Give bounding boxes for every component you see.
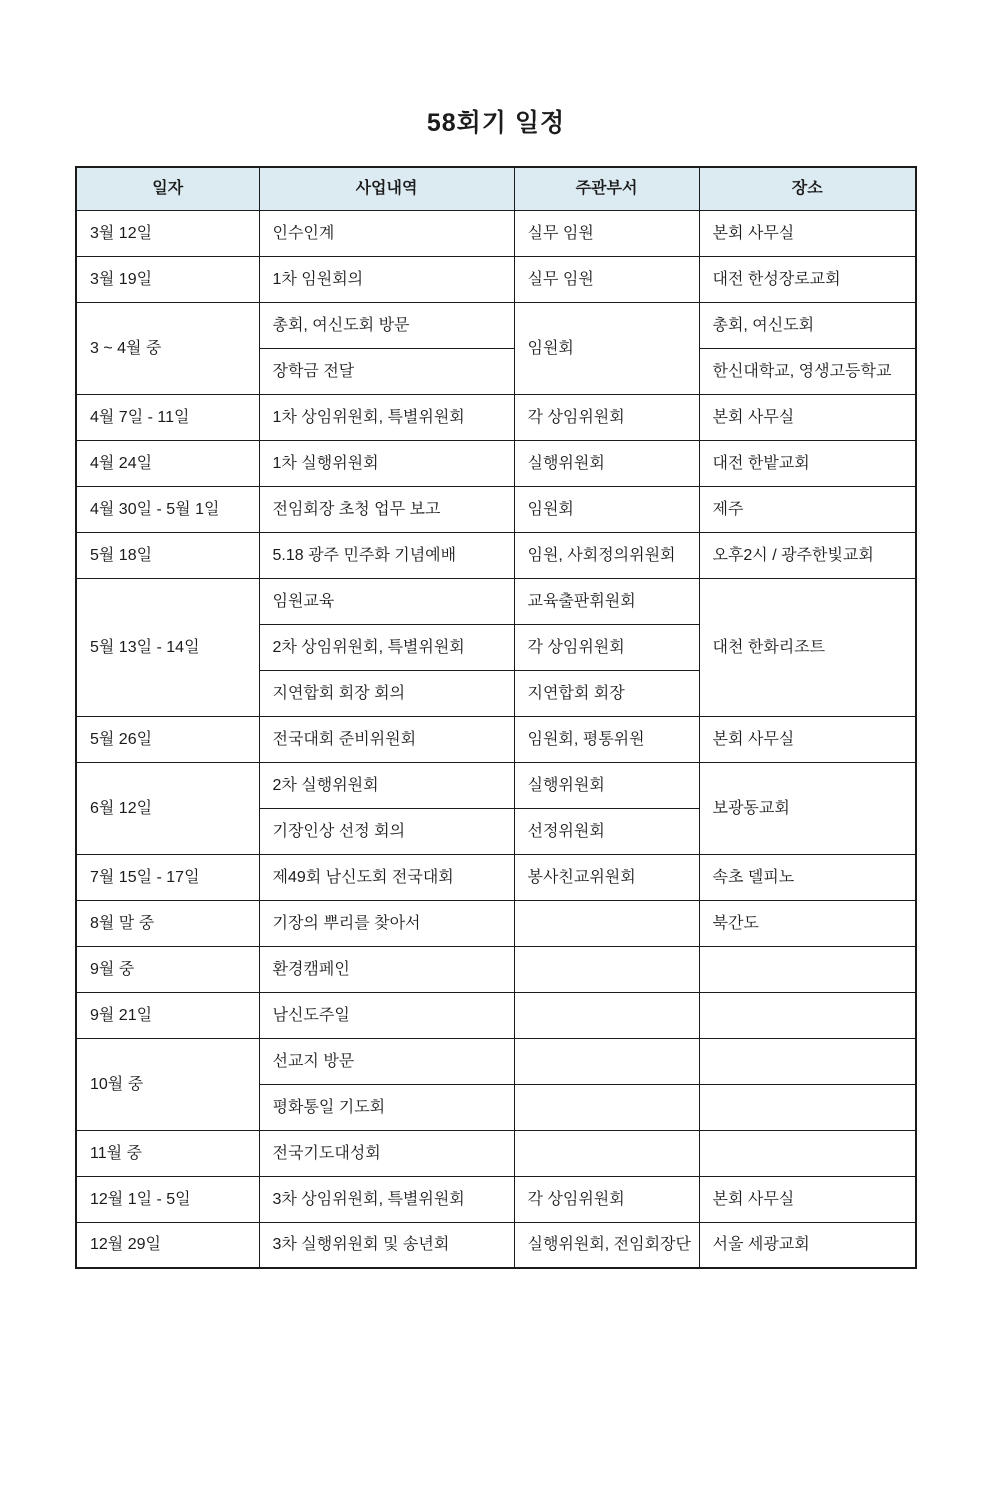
table-row	[76, 1176, 916, 1222]
table-cell	[259, 900, 514, 946]
cell-text: 기장의 뿌리를 찾아서	[272, 914, 421, 932]
table-cell	[514, 854, 699, 900]
table-cell	[699, 1222, 916, 1268]
table-cell	[514, 946, 699, 992]
cell-text: 실무 임원	[527, 270, 594, 288]
cell-text: 본회 사무실	[712, 1190, 795, 1208]
table-cell	[699, 900, 916, 946]
schedule-table	[75, 166, 917, 1269]
table-cell	[259, 946, 514, 992]
cell-text: 4월 24일	[90, 454, 153, 472]
table-cell	[514, 1038, 699, 1084]
schedule-table-body	[76, 210, 916, 1268]
table-cell	[514, 624, 699, 670]
table-cell	[514, 992, 699, 1038]
table-cell	[76, 946, 259, 992]
cell-text: 전임회장 초청 업무 보고	[272, 500, 441, 518]
table-cell	[514, 1176, 699, 1222]
table-row	[76, 1130, 916, 1176]
cell-text: 서울 세광교회	[712, 1236, 810, 1254]
table-cell	[514, 578, 699, 624]
table-cell	[76, 210, 259, 256]
cell-text: 3차 실행위원회 및 송년회	[272, 1236, 450, 1254]
cell-text: 임원, 사회정의위원회	[527, 546, 676, 564]
table-cell	[76, 716, 259, 762]
cell-text: 임원교육	[272, 592, 335, 610]
table-cell	[514, 808, 699, 854]
cell-text: 인수인계	[272, 224, 335, 242]
cell-text: 3차 상임위원회, 특별위원회	[272, 1190, 465, 1208]
cell-text: 대전 한성장로교회	[712, 270, 841, 288]
cell-text: 5월 18일	[90, 546, 153, 564]
table-cell	[699, 486, 916, 532]
table-cell	[259, 670, 514, 716]
table-cell	[514, 210, 699, 256]
cell-text: 임원회	[527, 500, 574, 518]
table-row	[76, 900, 916, 946]
cell-text: 환경캠페인	[272, 960, 350, 978]
table-row	[76, 302, 916, 348]
cell-text: 3월 19일	[90, 270, 153, 288]
table-cell	[259, 532, 514, 578]
table-cell	[699, 440, 916, 486]
table-cell	[699, 210, 916, 256]
cell-text: 선교지 방문	[272, 1052, 355, 1070]
cell-text: 평화통일 기도회	[272, 1098, 386, 1116]
table-cell	[259, 394, 514, 440]
table-cell	[76, 1038, 259, 1130]
table-row	[76, 578, 916, 624]
table-cell	[699, 532, 916, 578]
table-cell	[514, 256, 699, 302]
table-cell	[76, 992, 259, 1038]
table-row	[76, 992, 916, 1038]
table-cell	[514, 394, 699, 440]
table-row	[76, 256, 916, 302]
cell-text: 4월 7일 - 11일	[90, 408, 190, 426]
cell-text: 임원회, 평통위원	[527, 730, 645, 748]
cell-text: 본회 사무실	[712, 224, 795, 242]
cell-text: 지연합회 회장	[527, 684, 625, 702]
header-row	[76, 167, 916, 210]
table-cell	[699, 1176, 916, 1222]
table-cell	[514, 900, 699, 946]
table-cell	[699, 1084, 916, 1130]
table-cell	[259, 808, 514, 854]
table-cell	[514, 1084, 699, 1130]
cell-text: 1차 임원회의	[272, 270, 364, 288]
cell-text: 한신대학교, 영생고등학교	[712, 362, 892, 380]
table-row	[76, 1038, 916, 1084]
table-cell	[259, 1084, 514, 1130]
cell-text: 총회, 여신도회 방문	[272, 316, 410, 334]
table-cell	[76, 1130, 259, 1176]
cell-text: 10월 중	[90, 1075, 144, 1093]
table-row	[76, 394, 916, 440]
table-cell	[259, 1222, 514, 1268]
table-cell	[514, 532, 699, 578]
cell-text: 북간도	[712, 914, 759, 932]
cell-text: 기장인상 선정 회의	[272, 822, 406, 840]
table-cell	[259, 440, 514, 486]
cell-text: 3 ~ 4월 중	[90, 339, 162, 357]
table-cell	[699, 1038, 916, 1084]
table-cell	[76, 578, 259, 716]
table-cell	[514, 1222, 699, 1268]
cell-text: 임원회	[527, 339, 574, 357]
cell-text: 6월 12일	[90, 799, 153, 817]
cell-text: 본회 사무실	[712, 408, 795, 426]
table-cell	[259, 624, 514, 670]
cell-text: 보광동교회	[712, 799, 790, 817]
table-cell	[259, 486, 514, 532]
cell-text: 봉사친교위원회	[527, 868, 636, 886]
table-cell	[699, 716, 916, 762]
cell-text: 전국기도대성회	[272, 1144, 381, 1162]
table-cell	[259, 716, 514, 762]
table-cell	[259, 992, 514, 1038]
table-cell	[76, 486, 259, 532]
cell-text: 5.18 광주 민주화 기념예배	[272, 546, 457, 564]
table-row	[76, 532, 916, 578]
cell-text: 대전 한밭교회	[712, 454, 810, 472]
table-cell	[259, 854, 514, 900]
table-cell	[76, 854, 259, 900]
header-cell-activity: 사업내역	[259, 167, 514, 210]
cell-text: 2차 상임위원회, 특별위원회	[272, 638, 465, 656]
cell-text: 지연합회 회장 회의	[272, 684, 406, 702]
cell-text: 대천 한화리조트	[712, 638, 826, 656]
table-cell	[76, 256, 259, 302]
cell-text: 3월 12일	[90, 224, 153, 242]
table-cell	[76, 394, 259, 440]
table-cell	[259, 302, 514, 348]
table-row	[76, 946, 916, 992]
table-cell	[514, 716, 699, 762]
table-cell	[76, 900, 259, 946]
cell-text: 제주	[712, 500, 744, 518]
table-row	[76, 716, 916, 762]
table-cell	[259, 348, 514, 394]
cell-text: 4월 30일 - 5월 1일	[90, 500, 220, 518]
table-cell	[514, 1130, 699, 1176]
table-cell	[76, 532, 259, 578]
cell-text: 실행위원회, 전임회장단	[527, 1236, 691, 1254]
table-cell	[76, 762, 259, 854]
table-cell	[699, 302, 916, 348]
cell-text: 8월 말 중	[90, 914, 155, 932]
table-cell	[699, 762, 916, 854]
header-cell-location: 장소	[699, 167, 916, 210]
table-row	[76, 1222, 916, 1268]
table-cell	[699, 348, 916, 394]
cell-text: 실행위원회	[527, 454, 605, 472]
table-cell	[259, 1176, 514, 1222]
table-row	[76, 210, 916, 256]
table-cell	[259, 762, 514, 808]
cell-text: 1차 상임위원회, 특별위원회	[272, 408, 465, 426]
cell-text: 남신도주일	[272, 1006, 350, 1024]
cell-text: 선정위원회	[527, 822, 605, 840]
table-cell	[514, 440, 699, 486]
cell-text: 장학금 전달	[272, 362, 355, 380]
table-cell	[514, 670, 699, 716]
table-cell	[259, 256, 514, 302]
cell-text: 1차 실행위원회	[272, 454, 379, 472]
schedule-table-header	[76, 167, 916, 210]
table-cell	[259, 1130, 514, 1176]
cell-text: 오후2시 / 광주한빛교회	[712, 546, 874, 564]
table-cell	[76, 1176, 259, 1222]
cell-text: 7월 15일 - 17일	[90, 868, 200, 886]
header-cell-date: 일자	[76, 167, 259, 210]
table-row	[76, 762, 916, 808]
table-cell	[699, 394, 916, 440]
table-cell	[259, 578, 514, 624]
table-row	[76, 854, 916, 900]
cell-text: 각 상임위원회	[527, 408, 625, 426]
cell-text: 각 상임위원회	[527, 1190, 625, 1208]
cell-text: 실무 임원	[527, 224, 594, 242]
table-cell	[76, 302, 259, 394]
cell-text: 2차 실행위원회	[272, 776, 379, 794]
table-cell	[699, 946, 916, 992]
table-cell	[76, 440, 259, 486]
table-row	[76, 486, 916, 532]
table-cell	[259, 210, 514, 256]
cell-text: 12월 29일	[90, 1236, 161, 1254]
table-cell	[76, 1222, 259, 1268]
cell-text: 본회 사무실	[712, 730, 795, 748]
table-cell	[514, 486, 699, 532]
table-cell	[699, 1130, 916, 1176]
table-row	[76, 440, 916, 486]
cell-text: 각 상임위원회	[527, 638, 625, 656]
cell-text: 11월 중	[90, 1144, 142, 1162]
cell-text: 속초 델피노	[712, 868, 795, 886]
cell-text: 전국대회 준비위원회	[272, 730, 417, 748]
cell-text: 9월 21일	[90, 1006, 153, 1024]
table-cell	[514, 302, 699, 394]
table-cell	[699, 578, 916, 716]
cell-text: 제49회 남신도회 전국대회	[272, 868, 454, 886]
cell-text: 교육출판휘원회	[527, 592, 636, 610]
cell-text: 실행위원회	[527, 776, 605, 794]
table-cell	[699, 992, 916, 1038]
page-title: 58회기 일정	[426, 109, 566, 137]
header-cell-department: 주관부서	[514, 167, 699, 210]
table-cell	[514, 762, 699, 808]
table-cell	[259, 1038, 514, 1084]
table-cell	[699, 854, 916, 900]
cell-text: 총회, 여신도회	[712, 316, 815, 334]
cell-text: 9월 중	[90, 960, 135, 978]
cell-text: 5월 26일	[90, 730, 153, 748]
cell-text: 12월 1일 - 5일	[90, 1190, 191, 1208]
table-cell	[699, 256, 916, 302]
cell-text: 5월 13일 - 14일	[90, 638, 200, 656]
